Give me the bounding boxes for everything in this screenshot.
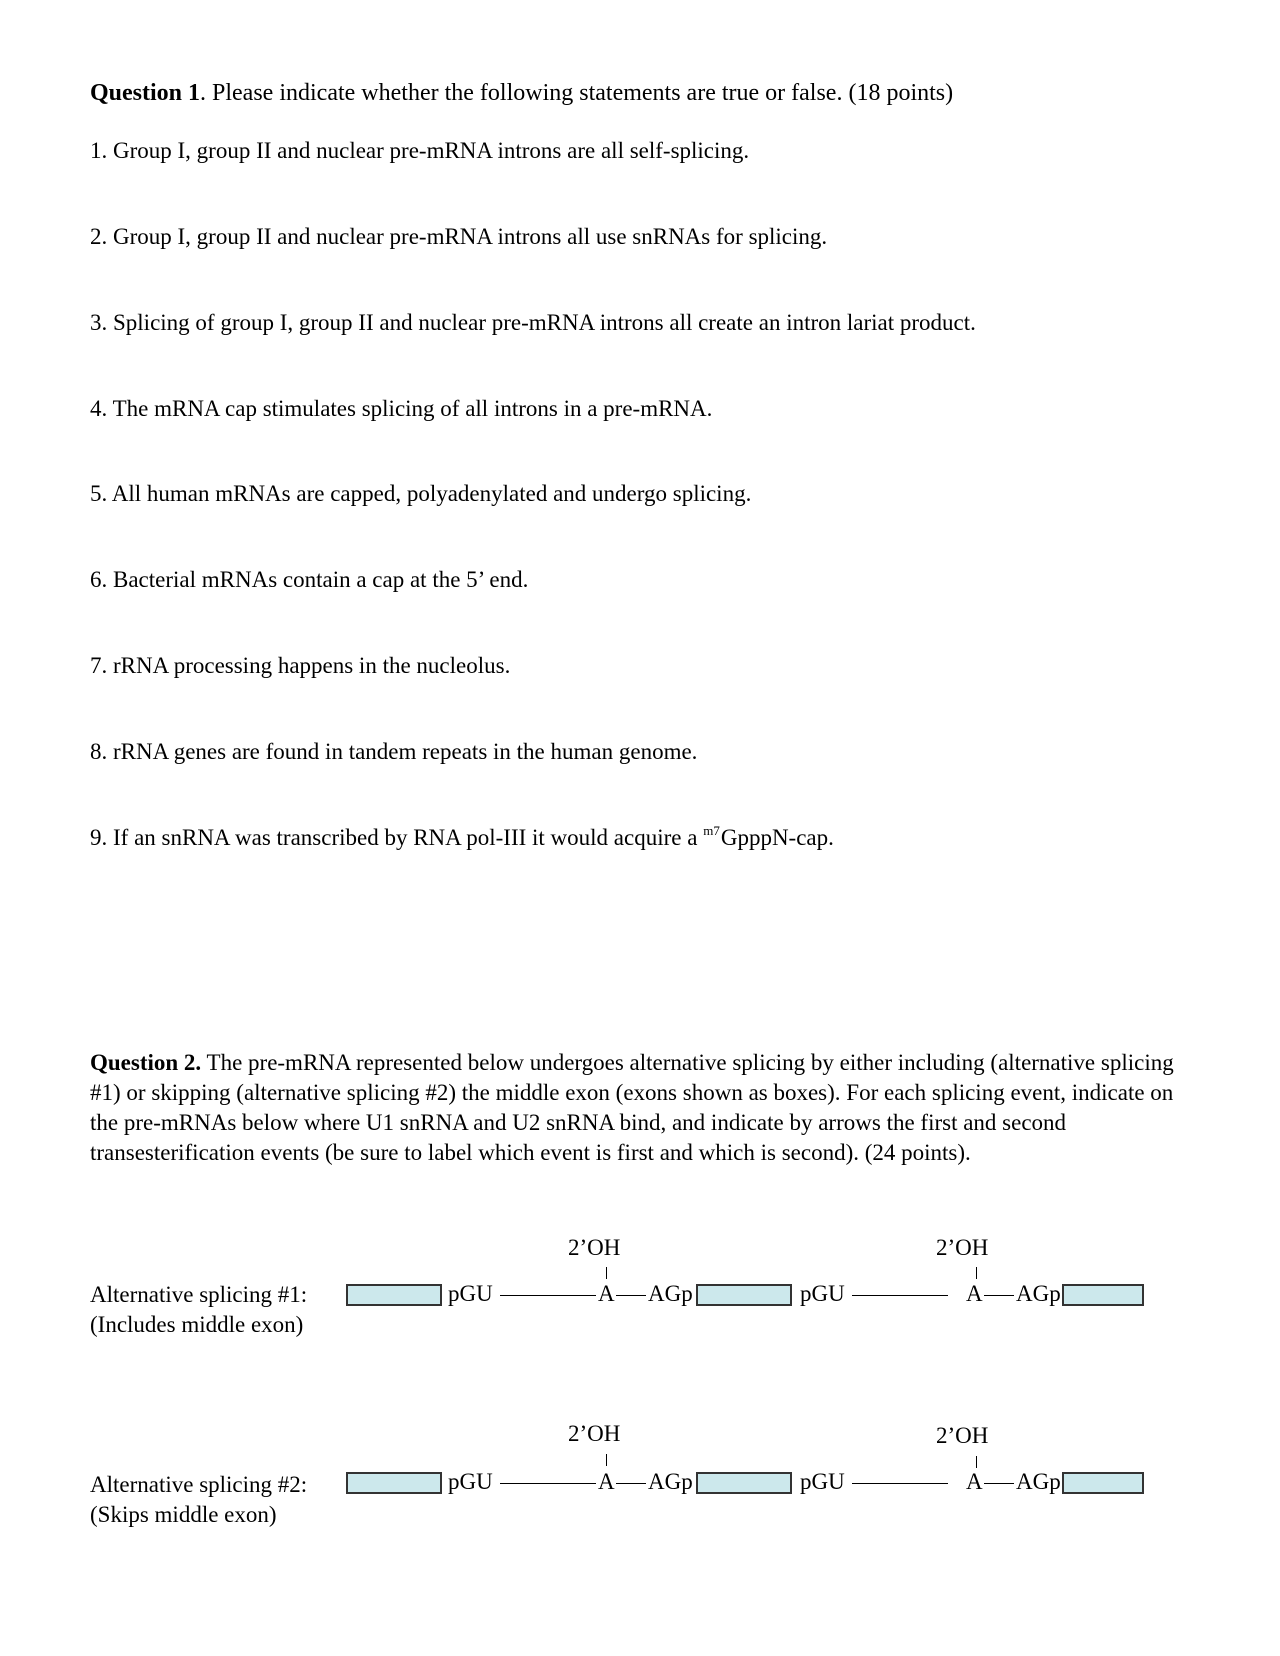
intron-line	[852, 1483, 948, 1484]
exon-3	[1062, 1284, 1144, 1306]
donor-site-1: pGU	[448, 1281, 493, 1306]
branch-bond	[606, 1267, 607, 1279]
acceptor-site-1: AGp	[648, 1281, 693, 1306]
branch-bond	[976, 1267, 977, 1279]
question-2-instructions: The pre-mRNA represented below undergoes alternative splicing by either including (alternative splicing #1) or skipping (alternative splicing #2) the middle exon (exons shown as boxes). For each splicing event, indicate on the pre-mRNAs below where U1 snRNA and U2 snRNA bind, and indicate by arrows the first and second transesterification events (be sure to label which event is first and which is second). (24 points).	[90, 1050, 1174, 1165]
statement-4: 4. The mRNA cap stimulates splicing of all introns in a pre-mRNA.	[90, 396, 713, 421]
intron-line	[852, 1295, 948, 1296]
question-1-heading	[90, 80, 953, 107]
intron-line	[500, 1483, 596, 1484]
exon-3	[1062, 1472, 1144, 1494]
statement-8: 8. rRNA genes are found in tandem repeats in the human genome.	[90, 739, 698, 764]
alt-splicing-2-label	[90, 1470, 307, 1530]
exon-2	[696, 1472, 792, 1494]
branch-hydroxyl-2: 2’OH	[936, 1423, 989, 1448]
intron-line	[616, 1483, 646, 1484]
question-2-text	[90, 1048, 1180, 1168]
statement-9	[90, 825, 834, 851]
branch-hydroxyl-1: 2’OH	[568, 1421, 621, 1446]
pre-mrna-diagram-2	[340, 1422, 1170, 1532]
statement-9-text: 9. If an snRNA was transcribed by RNA pol-III it would acquire a	[90, 825, 704, 850]
alt-splicing-1-label	[90, 1280, 307, 1340]
alt-splicing-1-subtitle: (Includes middle exon)	[90, 1312, 304, 1337]
pre-mrna-diagram-1	[340, 1236, 1170, 1346]
question-2-title: Question 2.	[90, 1050, 202, 1075]
alt-splicing-1-title: Alternative splicing #1:	[90, 1282, 308, 1307]
branch-point-2: A	[966, 1281, 983, 1306]
acceptor-site-2: AGp	[1016, 1469, 1061, 1494]
statement-9-cap: GpppN-cap.	[720, 825, 834, 850]
branch-point-2: A	[966, 1469, 983, 1494]
intron-line	[500, 1295, 596, 1296]
branch-point-1: A	[598, 1469, 615, 1494]
statement-7: 7. rRNA processing happens in the nucleolus.	[90, 653, 511, 678]
intron-line	[984, 1295, 1014, 1296]
intron-line	[616, 1295, 646, 1296]
branch-hydroxyl-1: 2’OH	[568, 1235, 621, 1260]
question-1-instructions: . Please indicate whether the following statements are true or false. (18 points)	[200, 80, 954, 106]
question-1-title: Question 1	[90, 80, 201, 106]
branch-hydroxyl-2: 2’OH	[936, 1235, 989, 1260]
exon-1	[346, 1472, 442, 1494]
intron-line	[984, 1483, 1014, 1484]
statement-2: 2. Group I, group II and nuclear pre-mRNA introns all use snRNAs for splicing.	[90, 224, 828, 249]
statement-6: 6. Bacterial mRNAs contain a cap at the 5’ end.	[90, 567, 529, 592]
acceptor-site-1: AGp	[648, 1469, 693, 1494]
exon-2	[696, 1284, 792, 1306]
donor-site-1: pGU	[448, 1469, 493, 1494]
alt-splicing-2-subtitle: (Skips middle exon)	[90, 1502, 277, 1527]
branch-bond	[976, 1456, 977, 1468]
acceptor-site-2: AGp	[1016, 1281, 1061, 1306]
statement-5: 5. All human mRNAs are capped, polyadenylated and undergo splicing.	[90, 481, 752, 506]
statement-1: 1. Group I, group II and nuclear pre-mRNA introns are all self-splicing.	[90, 138, 750, 163]
branch-point-1: A	[598, 1281, 615, 1306]
statement-9-superscript: m7	[703, 823, 720, 838]
exon-1	[346, 1284, 442, 1306]
statement-3: 3. Splicing of group I, group II and nuclear pre-mRNA introns all create an intron lariat product.	[90, 310, 976, 335]
branch-bond	[606, 1454, 607, 1466]
donor-site-2: pGU	[800, 1469, 845, 1494]
alt-splicing-2-title: Alternative splicing #2:	[90, 1472, 308, 1497]
donor-site-2: pGU	[800, 1281, 845, 1306]
